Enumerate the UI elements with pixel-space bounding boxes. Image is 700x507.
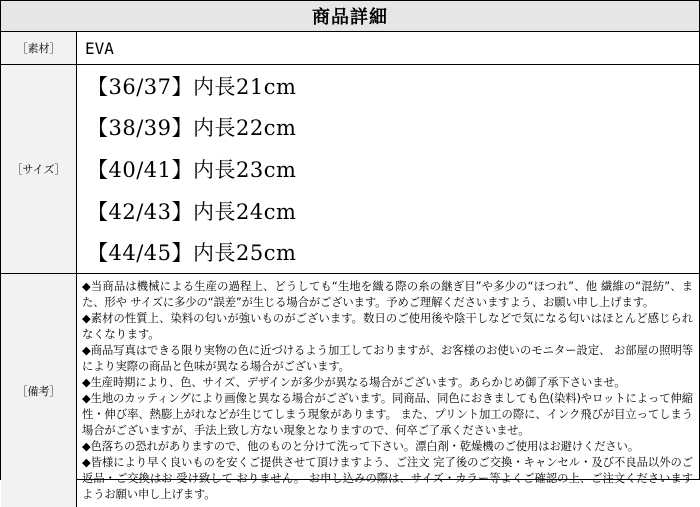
size-line: 【42/43】内長24cm <box>87 199 297 224</box>
page-title: 商品詳細 <box>312 7 388 28</box>
row-value-notes <box>77 274 699 507</box>
table-body <box>1 32 699 507</box>
row-value-material <box>77 32 699 64</box>
note-line: ◆当商品は機械による生産の過程上、どうしても“生地を織る際の糸の継ぎ目”や多少の“ほつれ”、他 繊維の“混紡”、また、形や サイズに多少の“誤差”が生じる場合がございます。予めご理解くださいますよう、お願い申し上げます。 <box>82 280 693 310</box>
table-row-notes <box>1 274 699 507</box>
table-row-size <box>1 65 699 274</box>
row-label-notes: ［備考］ <box>1 274 77 507</box>
note-line: ◆素材の性質上、染料の匂いが強いものがございます。数日のご使用後や陰干しなどで気になる匂いはほとんど感じられなくなります。 <box>82 312 693 342</box>
size-line: 【36/37】内長21cm <box>87 74 297 99</box>
note-line: ◆皆様により早く良いものを安くご提供させて頂けますよう、ご注文 完了後のご交換・キャンセル・及び不良品以外のご返品・ご交換はお 受け致して おりません。 お申し込みの際は、サイズ・カラー等よくご確認の上、ご注文くださいますようお願い申し上げます。 <box>82 456 693 502</box>
table-title-row <box>1 1 699 32</box>
size-line: 【40/41】内長23cm <box>87 157 297 182</box>
size-line: 【38/39】内長22cm <box>87 116 297 141</box>
note-line: ◆色落ちの恐れがありますので、他のものと分けて洗って下さい。漂白剤・乾燥機のご使用はお避けください。 <box>82 440 640 454</box>
row-label-material: ［素材］ <box>1 32 77 64</box>
note-line: ◆生産時期により、色、サイズ、デザインが多少が異なる場合がございます。あらかじめ御了承下さいませ。 <box>82 376 626 390</box>
row-value-size <box>77 65 699 273</box>
table-row-material <box>1 32 699 65</box>
note-line: ◆生地のカッティングにより画像と異なる場合がございます。同商品、同色におきましても色(染料)やロットによって伸縮性・伸び率、熱膨上がれなどが生じてしまう現象があります。 また、プリント加工の際に、インク飛びが目立ってしまう場合がございますが、手法上致し方ない現象となりますので、何卒ご了承くださいませ。 <box>82 392 693 438</box>
size-line: 【44/45】内長25cm <box>87 241 297 266</box>
note-line: ◆商品写真はできる限り実物の色に近づけるよう加工しておりますが、お客様のお使いのモニター設定、 お部屋の照明等により実際の商品と色味が異なる場合がございます。 <box>82 344 693 374</box>
row-label-size: ［サイズ］ <box>1 65 77 273</box>
material-value: EVA <box>85 38 114 58</box>
